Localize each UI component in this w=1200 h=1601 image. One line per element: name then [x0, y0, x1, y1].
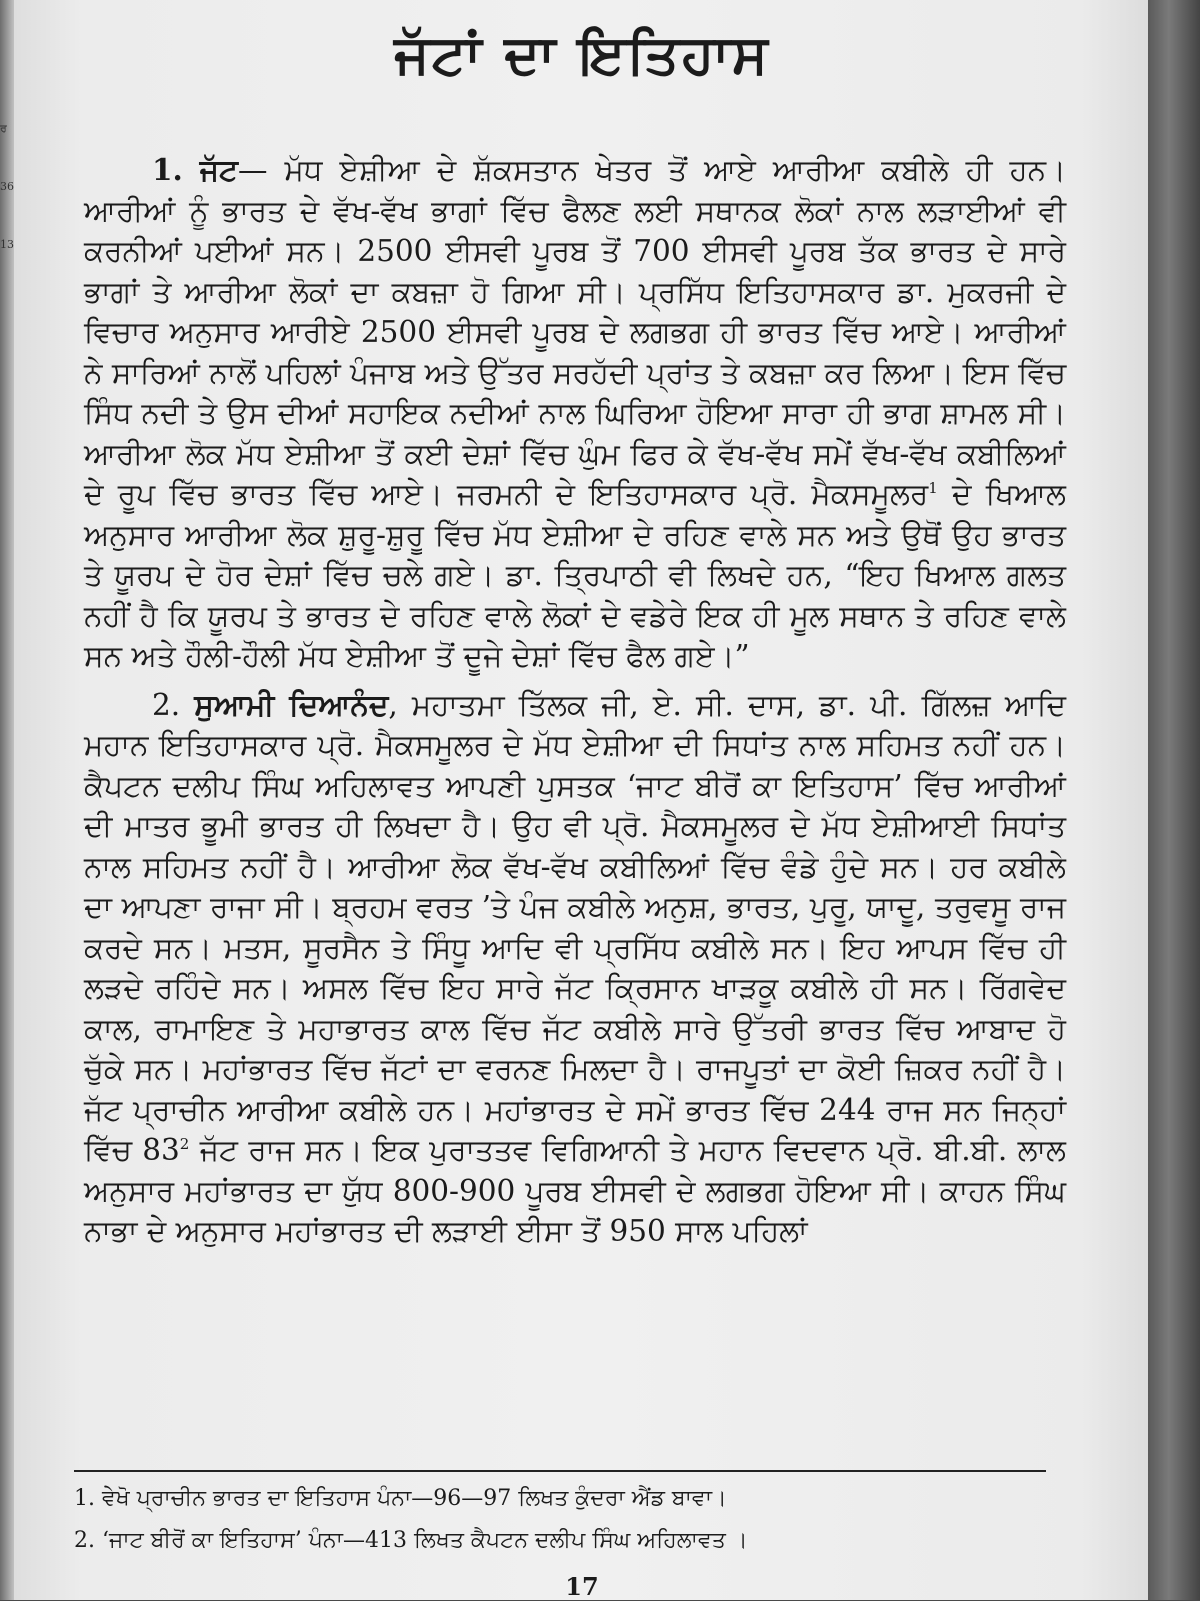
- paragraph-text: , ਮਹਾਤਮਾ ਤਿੱਲਕ ਜੀ, ਏ. ਸੀ. ਦਾਸ, ਡਾ. ਪੀ. ਗਿੱਲਜ਼ ਆਦਿ ਮਹਾਨ ਇਤਿਹਾਸਕਾਰ ਪ੍ਰੋ. ਮੈਕਸਮੂਲਰ ਦੇ ਮੱਧ ਏਸ਼ੀਆ ਦੀ ਸਿਧਾਂਤ ਨਾਲ ਸਹਿਮਤ ਨਹੀਂ ਹਨ। ਕੈਪਟਨ ਦਲੀਪ ਸਿੰਘ ਅਹਿਲਾਵਤ ਆਪਣੀ ਪੁਸਤਕ ‘ਜਾਟ ਬੀਰੋਂ ਕਾ ਇਤਿਹਾਸ’ ਵਿੱਚ ਆਰੀਆਂ ਦੀ ਮਾਤਰ ਭੂਮੀ ਭਾਰਤ ਹੀ ਲਿਖਦਾ ਹੈ। ਉਹ ਵੀ ਪ੍ਰੋ. ਮੈਕਸਮੂਲਰ ਦੇ ਮੱਧ ਏਸ਼ੀਆਈ ਸਿਧਾਂਤ ਨਾਲ ਸਹਿਮਤ ਨਹੀਂ ਹੈ। ਆਰੀਆ ਲੋਕ ਵੱਖ-ਵੱਖ ਕਬੀਲਿਆਂ ਵਿੱਚ ਵੰਡੇ ਹੁੰਦੇ ਸਨ। ਹਰ ਕਬੀਲੇ ਦਾ ਆਪਣਾ ਰਾਜਾ ਸੀ। ਬ੍ਰਹਮ ਵਰਤ ’ਤੇ ਪੰਜ ਕਬੀਲੇ ਅਨੁਸ਼, ਭਾਰਤ, ਪੁਰੂ, ਯਾਦੂ, ਤਰੁਵਸੂ ਰਾਜ ਕਰਦੇ ਸਨ। ਮਤਸ, ਸੂਰਸੈਨ ਤੇ ਸਿੰਧੂ ਆਦਿ ਵੀ ਪ੍ਰਸਿੱਧ ਕਬੀਲੇ ਸਨ। ਇਹ ਆਪਸ ਵਿੱਚ ਹੀ ਲੜਦੇ ਰਹਿੰਦੇ ਸਨ। ਅਸਲ ਵਿੱਚ ਇਹ ਸਾਰੇ ਜੱਟ ਕ੍ਰਿਸਾਨ ਖਾੜਕੂ ਕਬੀਲੇ ਹੀ ਸਨ। ਰਿੱਗਵੇਦ ਕਾਲ, ਰਾਮਾਇਣ ਤੇ ਮਹਾਭਾਰਤ ਕਾਲ ਵਿੱਚ ਜੱਟ ਕਬੀਲੇ ਸਾਰੇ ਉੱਤਰੀ ਭਾਰਤ ਵਿੱਚ ਆਬਾਦ ਹੋ ਚੁੱਕੇ ਸਨ। ਮਹਾਂਭਾਰਤ ਵਿੱਚ ਜੱਟਾਂ ਦਾ ਵਰਨਣ ਮਿਲਦਾ ਹੈ। ਰਾਜਪੂਤਾਂ ਦਾ ਕੋਈ ਜ਼ਿਕਰ ਨਹੀਂ ਹੈ। ਜੱਟ ਪ੍ਰਾਚੀਨ ਆਰੀਆ ਕਬੀਲੇ ਹਨ। ਮਹਾਂਭਾਰਤ ਦੇ ਸਮੇਂ ਭਾਰਤ ਵਿੱਚ 244 ਰਾਜ ਸਨ ਜਿਨ੍ਹਾਂ ਵਿੱਚ 83: [84, 687, 1066, 1167]
- page-edge-shadow: [1148, 0, 1200, 1600]
- footnote-ref: 2: [179, 1135, 190, 1154]
- paragraph-text: ਜੱਟ ਰਾਜ ਸਨ। ਇਕ ਪੁਰਾਤਤਵ ਵਿਗਿਆਨੀ ਤੇ ਮਹਾਨ ਵਿਦਵਾਨ ਪ੍ਰੋ. ਬੀ.ਬੀ. ਲਾਲ ਅਨੁਸਾਰ ਮਹਾਂਭਾਰਤ ਦਾ ਯੁੱਧ 800-900 ਪੂਰਬ ਈਸਵੀ ਦੇ ਲਗਭਗ ਹੋਇਆ ਸੀ। ਕਾਹਨ ਸਿੰਘ ਨਾਭਾ ਦੇ ਅਨੁਸਾਰ ਮਹਾਂਭਾਰਤ ਦੀ ਲੜਾਈ ਈਸਾ ਤੋਂ 950 ਸਾਲ ਪਹਿਲਾਂ: [84, 1133, 1066, 1248]
- margin-mark: ਰ: [0, 122, 7, 135]
- footnote: 2. ‘ਜਾਟ ਬੀਰੋਂ ਕਾ ਇਤਿਹਾਸ’ ਪੰਨਾ—413 ਲਿਖਤ ਕੈਪਟਨ ਦਲੀਪ ਸਿੰਘ ਅਹਿਲਾਵਤ ।: [74, 1528, 748, 1553]
- margin-marks: [0, 100, 14, 274]
- footnote-ref: 1: [928, 479, 938, 498]
- footnotes: [74, 1478, 1054, 1562]
- paragraph-text: ਦੇ ਖਿਆਲ ਅਨੁਸਾਰ ਆਰੀਆ ਲੋਕ ਸ਼ੁਰੂ-ਸ਼ੁਰੂ ਵਿੱਚ ਮੱਧ ਏਸ਼ੀਆ ਦੇ ਰਹਿਣ ਵਾਲੇ ਸਨ ਅਤੇ ਉਥੋਂ ਉਹ ਭਾਰਤ ਤੇ ਯੂਰਪ ਦੇ ਹੋਰ ਦੇਸ਼ਾਂ ਵਿੱਚ ਚਲੇ ਗਏ। ਡਾ. ਤ੍ਰਿਪਾਠੀ ਵੀ ਲਿਖਦੇ ਹਨ, “ਇਹ ਖਿਆਲ ਗਲਤ ਨਹੀਂ ਹੈ ਕਿ ਯੂਰਪ ਤੇ ਭਾਰਤ ਦੇ ਰਹਿਣ ਵਾਲੇ ਲੋਕਾਂ ਦੇ ਵਡੇਰੇ ਇਕ ਹੀ ਮੂਲ ਸਥਾਨ ਤੇ ਰਹਿਣ ਵਾਲੇ ਸਨ ਅਤੇ ਹੌਲੀ-ਹੌਲੀ ਮੱਧ ਏਸ਼ੀਆ ਤੋਂ ਦੂਜੇ ਦੇਸ਼ਾਂ ਵਿੱਚ ਫੈਲ ਗਏ।”: [84, 477, 1066, 673]
- margin-mark: 13: [0, 238, 14, 251]
- book-page: [14, 0, 1150, 1600]
- margin-mark: 36: [0, 180, 14, 193]
- page-number: 17: [565, 1572, 599, 1601]
- paragraph-1: [84, 150, 1066, 677]
- paragraph-number: 2.: [152, 687, 181, 722]
- footnote: 1. ਵੇਖੋ ਪ੍ਰਾਚੀਨ ਭਾਰਤ ਦਾ ਇਤਿਹਾਸ ਪੰਨਾ—96—97 ਲਿਖਤ ਕੁੰਦਰਾ ਐਂਡ ਬਾਵਾ।: [74, 1486, 727, 1511]
- page-title: ਜੱਟਾਂ ਦਾ ਇਤਿਹਾਸ: [394, 22, 770, 86]
- paragraph-2: [84, 685, 1066, 1252]
- page-body: [84, 150, 1066, 1260]
- paragraph-number: 1.: [152, 152, 183, 187]
- footnote-divider: [74, 1470, 1046, 1472]
- paragraph-term: ਜੱਟ: [199, 152, 238, 187]
- paragraph-text: — ਮੱਧ ਏਸ਼ੀਆ ਦੇ ਸ਼ੱਕਸਤਾਨ ਖੇਤਰ ਤੋਂ ਆਏ ਆਰੀਆ ਕਬੀਲੇ ਹੀ ਹਨ। ਆਰੀਆਂ ਨੂੰ ਭਾਰਤ ਦੇ ਵੱਖ-ਵੱਖ ਭਾਗਾਂ ਵਿੱਚ ਫੈਲਣ ਲਈ ਸਥਾਨਕ ਲੋਕਾਂ ਨਾਲ ਲੜਾਈਆਂ ਵੀ ਕਰਨੀਆਂ ਪਈਆਂ ਸਨ। 2500 ਈਸਵੀ ਪੂਰਬ ਤੋਂ 700 ਈਸਵੀ ਪੂਰਬ ਤੱਕ ਭਾਰਤ ਦੇ ਸਾਰੇ ਭਾਗਾਂ ਤੇ ਆਰੀਆ ਲੋਕਾਂ ਦਾ ਕਬਜ਼ਾ ਹੋ ਗਿਆ ਸੀ। ਪ੍ਰਸਿੱਧ ਇਤਿਹਾਸਕਾਰ ਡਾ. ਮੁਕਰਜੀ ਦੇ ਵਿਚਾਰ ਅਨੁਸਾਰ ਆਰੀਏ 2500 ਈਸਵੀ ਪੂਰਬ ਦੇ ਲਗਭਗ ਹੀ ਭਾਰਤ ਵਿੱਚ ਆਏ। ਆਰੀਆਂ ਨੇ ਸਾਰਿਆਂ ਨਾਲੋਂ ਪਹਿਲਾਂ ਪੰਜਾਬ ਅਤੇ ਉੱਤਰ ਸਰਹੱਦੀ ਪ੍ਰਾਂਤ ਤੇ ਕਬਜ਼ਾ ਕਰ ਲਿਆ। ਇਸ ਵਿੱਚ ਸਿੰਧ ਨਦੀ ਤੇ ਉਸ ਦੀਆਂ ਸਹਾਇਕ ਨਦੀਆਂ ਨਾਲ ਘਿਰਿਆ ਹੋਇਆ ਸਾਰਾ ਹੀ ਭਾਗ ਸ਼ਾਮਲ ਸੀ। ਆਰੀਆ ਲੋਕ ਮੱਧ ਏਸ਼ੀਆ ਤੋਂ ਕਈ ਦੇਸ਼ਾਂ ਵਿੱਚ ਘੁੰਮ ਫਿਰ ਕੇ ਵੱਖ-ਵੱਖ ਸਮੇਂ ਵੱਖ-ਵੱਖ ਕਬੀਲਿਆਂ ਦੇ ਰੂਪ ਵਿੱਚ ਭਾਰਤ ਵਿੱਚ ਆਏ। ਜਰਮਨੀ ਦੇ ਇਤਿਹਾਸਕਾਰ ਪ੍ਰੋ. ਮੈਕਸਮੂਲਰ: [84, 153, 1066, 511]
- paragraph-term: ਸੁਆਮੀ ਦਿਆਨੰਦ: [194, 686, 389, 722]
